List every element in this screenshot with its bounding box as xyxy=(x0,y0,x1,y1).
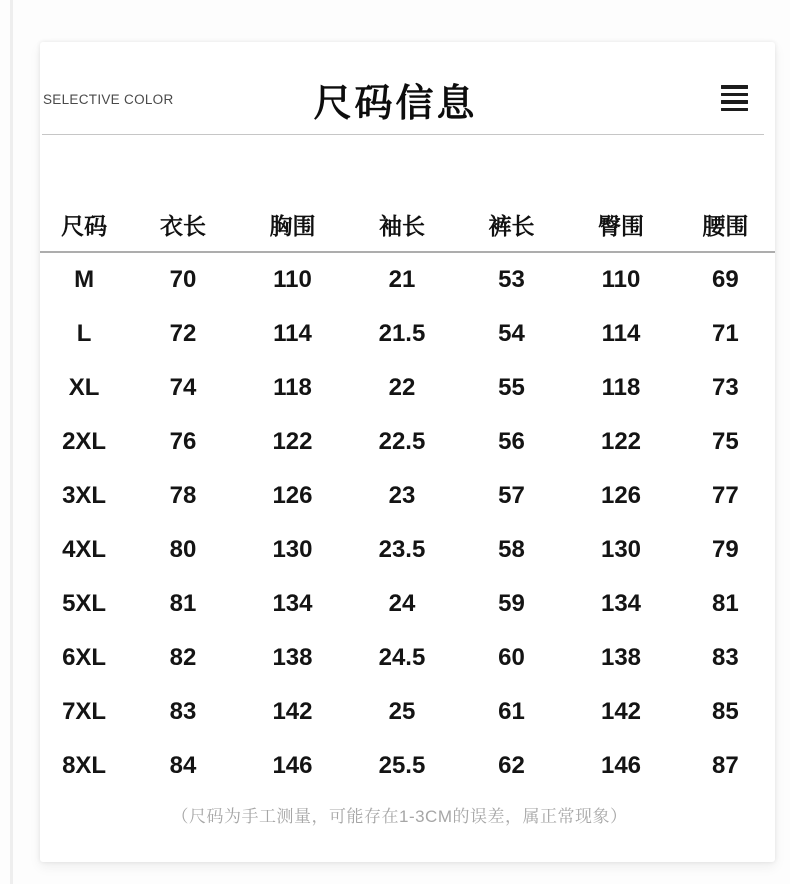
header-divider xyxy=(42,134,764,135)
column-header: 裤长 xyxy=(457,197,567,252)
menu-icon-bar xyxy=(721,93,748,97)
value-cell: 73 xyxy=(712,374,739,401)
column-header: 衣长 xyxy=(128,197,238,252)
size-table xyxy=(40,197,775,793)
value-cell: 21.5 xyxy=(378,320,426,347)
table-row xyxy=(40,252,775,307)
size-cell: 6XL xyxy=(62,644,107,671)
value-cell: 71 xyxy=(712,320,739,347)
value-cell: 77 xyxy=(712,482,739,509)
value-cell: 126 xyxy=(272,482,313,509)
value-cell: 56 xyxy=(498,428,525,455)
value-cell: 126 xyxy=(600,482,642,509)
value-cell: 24.5 xyxy=(378,644,426,671)
header-row xyxy=(40,197,775,252)
column-header: 臀围 xyxy=(566,197,676,252)
value-cell: 138 xyxy=(600,644,642,671)
table-row xyxy=(40,361,775,415)
value-cell: 142 xyxy=(272,698,313,725)
menu-icon-bar xyxy=(721,100,748,104)
value-cell: 84 xyxy=(169,752,197,779)
value-cell: 130 xyxy=(272,536,313,563)
brand-label: SELECTIVE COLOR xyxy=(43,92,174,107)
value-cell: 53 xyxy=(498,266,525,293)
value-cell: 81 xyxy=(169,590,197,617)
value-cell: 83 xyxy=(169,698,197,725)
value-cell: 114 xyxy=(601,320,641,347)
menu-icon-bar xyxy=(721,108,748,112)
value-cell: 59 xyxy=(498,590,525,617)
value-cell: 130 xyxy=(600,536,642,563)
value-cell: 146 xyxy=(272,752,313,779)
value-cell: 110 xyxy=(601,266,641,293)
value-cell: 22 xyxy=(388,374,416,401)
value-cell: 122 xyxy=(600,428,642,455)
value-cell: 87 xyxy=(712,752,739,779)
value-cell: 70 xyxy=(169,266,197,293)
size-cell: 2XL xyxy=(62,428,107,455)
value-cell: 69 xyxy=(712,266,739,293)
value-cell: 80 xyxy=(169,536,197,563)
value-cell: 25 xyxy=(388,698,416,725)
table-row xyxy=(40,469,775,523)
value-cell: 22.5 xyxy=(378,428,426,455)
table-row xyxy=(40,739,775,793)
column-header: 袖长 xyxy=(347,197,457,252)
value-cell: 23.5 xyxy=(378,536,426,563)
page-edge-line xyxy=(10,0,13,884)
value-cell: 83 xyxy=(712,644,739,671)
value-cell: 25.5 xyxy=(378,752,426,779)
value-cell: 78 xyxy=(169,482,197,509)
value-cell: 138 xyxy=(272,644,313,671)
menu-icon[interactable] xyxy=(721,85,748,111)
size-table-head xyxy=(40,197,775,252)
value-cell: 23 xyxy=(388,482,416,509)
value-cell: 55 xyxy=(498,374,525,401)
table-row xyxy=(40,523,775,577)
value-cell: 81 xyxy=(712,590,739,617)
size-cell: 8XL xyxy=(62,752,107,779)
size-cell: XL xyxy=(68,374,100,401)
measurement-disclaimer: （尺码为手工测量，可能存在1-3CM的误差，属正常现象） xyxy=(171,807,628,826)
value-cell: 142 xyxy=(600,698,642,725)
value-cell: 76 xyxy=(169,428,197,455)
value-cell: 118 xyxy=(601,374,641,401)
size-cell: 3XL xyxy=(62,482,107,509)
size-cell: 4XL xyxy=(62,536,107,563)
column-header: 尺码 xyxy=(40,197,128,252)
value-cell: 74 xyxy=(169,374,197,401)
page-title: 尺码信息 xyxy=(313,83,478,125)
value-cell: 75 xyxy=(712,428,739,455)
menu-icon-bar xyxy=(721,85,748,89)
value-cell: 24 xyxy=(388,590,416,617)
value-cell: 57 xyxy=(498,482,525,509)
column-header: 腰围 xyxy=(676,197,775,252)
value-cell: 114 xyxy=(273,320,312,347)
value-cell: 85 xyxy=(712,698,739,725)
size-cell: 5XL xyxy=(62,590,107,617)
card-header xyxy=(40,42,775,134)
value-cell: 58 xyxy=(498,536,525,563)
table-row xyxy=(40,307,775,361)
value-cell: 21 xyxy=(388,266,416,293)
table-row xyxy=(40,685,775,739)
value-cell: 118 xyxy=(273,374,312,401)
value-cell: 110 xyxy=(273,266,312,293)
value-cell: 146 xyxy=(600,752,642,779)
table-row xyxy=(40,577,775,631)
value-cell: 72 xyxy=(169,320,197,347)
size-table-body xyxy=(40,252,775,793)
value-cell: 61 xyxy=(498,698,525,725)
column-header: 胸围 xyxy=(238,197,348,252)
size-info-card xyxy=(40,42,775,862)
value-cell: 60 xyxy=(498,644,525,671)
size-cell: L xyxy=(76,320,92,347)
table-row xyxy=(40,415,775,469)
value-cell: 62 xyxy=(498,752,525,779)
value-cell: 122 xyxy=(272,428,313,455)
size-cell: 7XL xyxy=(62,698,107,725)
value-cell: 134 xyxy=(272,590,313,617)
value-cell: 134 xyxy=(600,590,642,617)
size-cell: M xyxy=(74,266,95,293)
table-row xyxy=(40,631,775,685)
value-cell: 79 xyxy=(712,536,739,563)
value-cell: 54 xyxy=(498,320,525,347)
value-cell: 82 xyxy=(169,644,197,671)
